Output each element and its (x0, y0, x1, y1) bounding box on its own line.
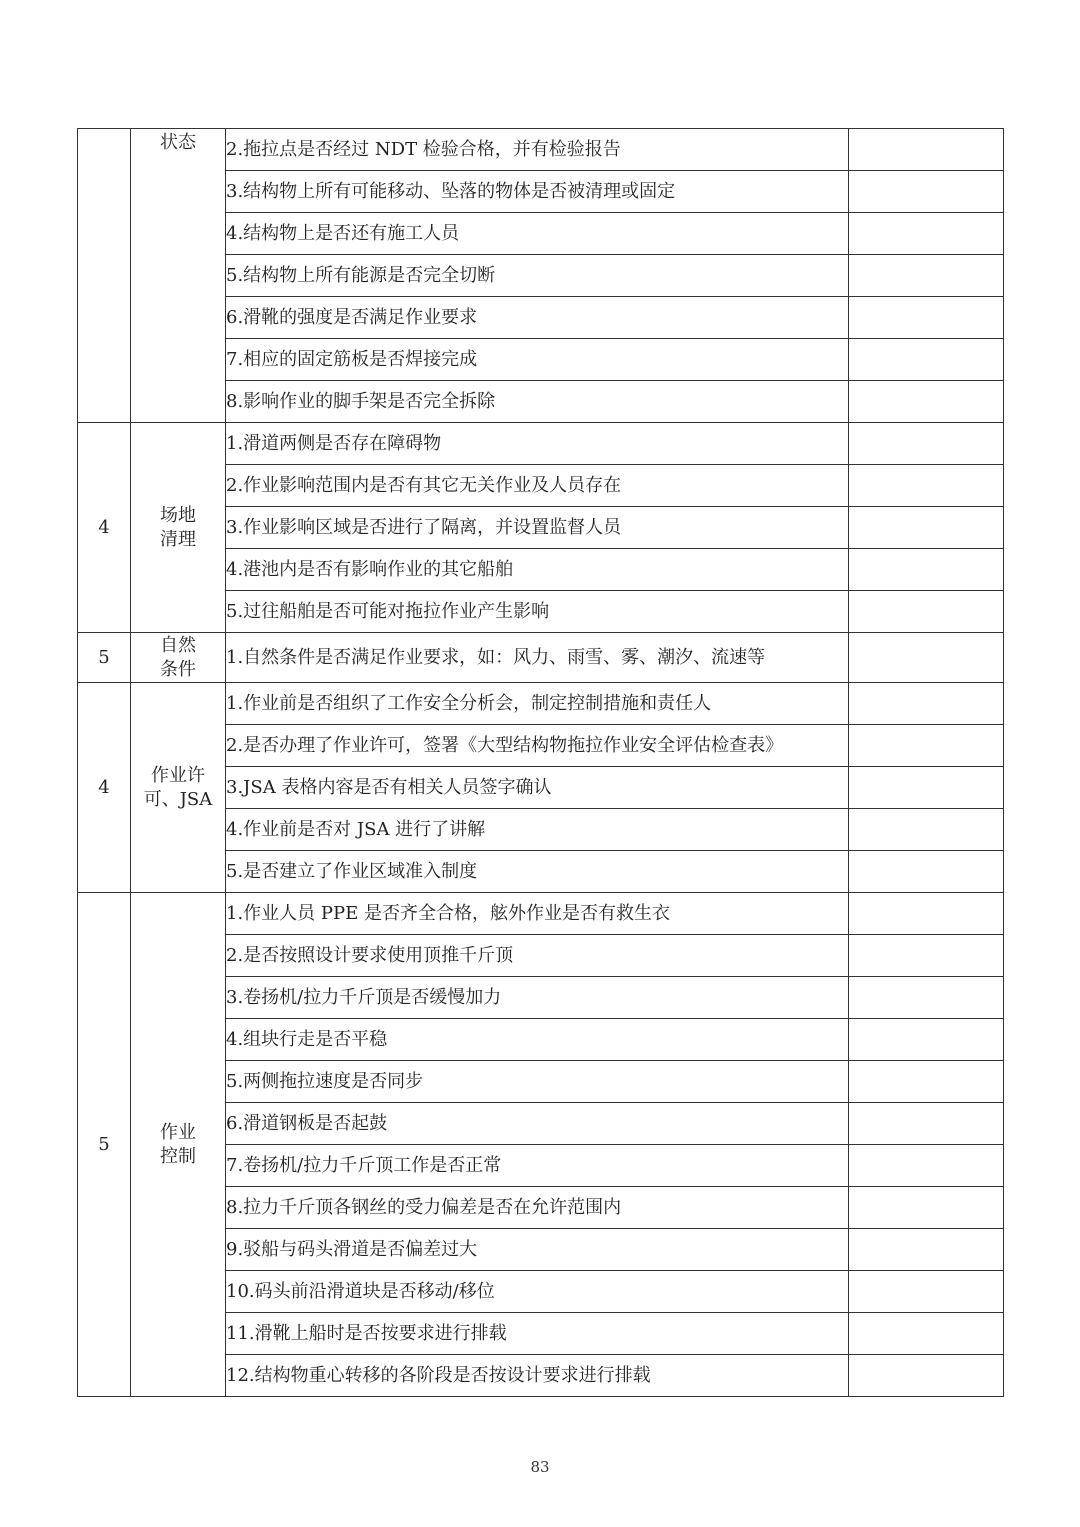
check-item: 2.作业影响范围内是否有其它无关作业及人员存在 (226, 465, 849, 507)
check-item: 6.滑靴的强度是否满足作业要求 (226, 297, 849, 339)
check-result-cell[interactable] (849, 633, 1004, 683)
check-item: 12.结构物重心转移的各阶段是否按设计要求进行排载 (226, 1355, 849, 1397)
section-category: 作业 控制 (131, 893, 226, 1397)
check-result-cell[interactable] (849, 423, 1004, 465)
check-item: 2.是否办理了作业许可，签署《大型结构物拖拉作业安全评估检查表》 (226, 725, 849, 767)
check-result-cell[interactable] (849, 255, 1004, 297)
section-category: 场地 清理 (131, 423, 226, 633)
check-result-cell[interactable] (849, 683, 1004, 725)
table-row (78, 423, 1004, 465)
check-item: 1.作业前是否组织了工作安全分析会，制定控制措施和责任人 (226, 683, 849, 725)
check-result-cell[interactable] (849, 1313, 1004, 1355)
check-result-cell[interactable] (849, 767, 1004, 809)
section-number: 4 (78, 683, 131, 893)
check-result-cell[interactable] (849, 507, 1004, 549)
check-item: 10.码头前沿滑道块是否移动/移位 (226, 1271, 849, 1313)
check-result-cell[interactable] (849, 171, 1004, 213)
check-result-cell[interactable] (849, 851, 1004, 893)
check-item: 9.驳船与码头滑道是否偏差过大 (226, 1229, 849, 1271)
check-result-cell[interactable] (849, 549, 1004, 591)
section-category: 作业许 可、JSA (131, 683, 226, 893)
check-item: 2.是否按照设计要求使用顶推千斤顶 (226, 935, 849, 977)
check-result-cell[interactable] (849, 381, 1004, 423)
section-number: 5 (78, 893, 131, 1397)
check-result-cell[interactable] (849, 1103, 1004, 1145)
check-result-cell[interactable] (849, 297, 1004, 339)
check-item: 3.结构物上所有可能移动、坠落的物体是否被清理或固定 (226, 171, 849, 213)
check-result-cell[interactable] (849, 725, 1004, 767)
check-result-cell[interactable] (849, 1355, 1004, 1397)
page-number: 83 (530, 1458, 550, 1476)
check-item: 3.作业影响区域是否进行了隔离，并设置监督人员 (226, 507, 849, 549)
table-row (78, 893, 1004, 935)
check-item: 4.港池内是否有影响作业的其它船舶 (226, 549, 849, 591)
check-result-cell[interactable] (849, 977, 1004, 1019)
table-row (78, 129, 1004, 171)
section-number: 4 (78, 423, 131, 633)
check-result-cell[interactable] (849, 1271, 1004, 1313)
check-item: 6.滑道钢板是否起鼓 (226, 1103, 849, 1145)
check-item: 7.卷扬机/拉力千斤顶工作是否正常 (226, 1145, 849, 1187)
section-category: 自然 条件 (131, 633, 226, 683)
check-result-cell[interactable] (849, 1061, 1004, 1103)
section-number (78, 129, 131, 423)
table-row (78, 683, 1004, 725)
check-item: 11.滑靴上船时是否按要求进行排载 (226, 1313, 849, 1355)
check-result-cell[interactable] (849, 1229, 1004, 1271)
check-result-cell[interactable] (849, 1019, 1004, 1061)
check-item: 5.过往船舶是否可能对拖拉作业产生影响 (226, 591, 849, 633)
check-result-cell[interactable] (849, 213, 1004, 255)
check-item: 3.JSA 表格内容是否有相关人员签字确认 (226, 767, 849, 809)
check-item: 2.拖拉点是否经过 NDT 检验合格，并有检验报告 (226, 129, 849, 171)
check-result-cell[interactable] (849, 339, 1004, 381)
check-result-cell[interactable] (849, 935, 1004, 977)
check-item: 4.组块行走是否平稳 (226, 1019, 849, 1061)
check-result-cell[interactable] (849, 129, 1004, 171)
check-item: 7.相应的固定筋板是否焊接完成 (226, 339, 849, 381)
checklist-table (77, 128, 1004, 1397)
section-number: 5 (78, 633, 131, 683)
check-result-cell[interactable] (849, 465, 1004, 507)
check-result-cell[interactable] (849, 591, 1004, 633)
check-item: 8.影响作业的脚手架是否完全拆除 (226, 381, 849, 423)
check-result-cell[interactable] (849, 809, 1004, 851)
check-item: 3.卷扬机/拉力千斤顶是否缓慢加力 (226, 977, 849, 1019)
check-item: 1.作业人员 PPE 是否齐全合格，舷外作业是否有救生衣 (226, 893, 849, 935)
check-result-cell[interactable] (849, 1187, 1004, 1229)
check-item: 5.两侧拖拉速度是否同步 (226, 1061, 849, 1103)
table-row (78, 633, 1004, 683)
check-result-cell[interactable] (849, 893, 1004, 935)
section-category: 状态 (131, 129, 226, 423)
check-item: 5.是否建立了作业区域准入制度 (226, 851, 849, 893)
check-item: 8.拉力千斤顶各钢丝的受力偏差是否在允许范围内 (226, 1187, 849, 1229)
check-item: 4.作业前是否对 JSA 进行了讲解 (226, 809, 849, 851)
check-result-cell[interactable] (849, 1145, 1004, 1187)
check-item: 1.自然条件是否满足作业要求，如：风力、雨雪、雾、潮汐、流速等 (226, 633, 849, 683)
check-item: 5.结构物上所有能源是否完全切断 (226, 255, 849, 297)
check-item: 1.滑道两侧是否存在障碍物 (226, 423, 849, 465)
checklist-sheet (77, 128, 1003, 1397)
check-item: 4.结构物上是否还有施工人员 (226, 213, 849, 255)
